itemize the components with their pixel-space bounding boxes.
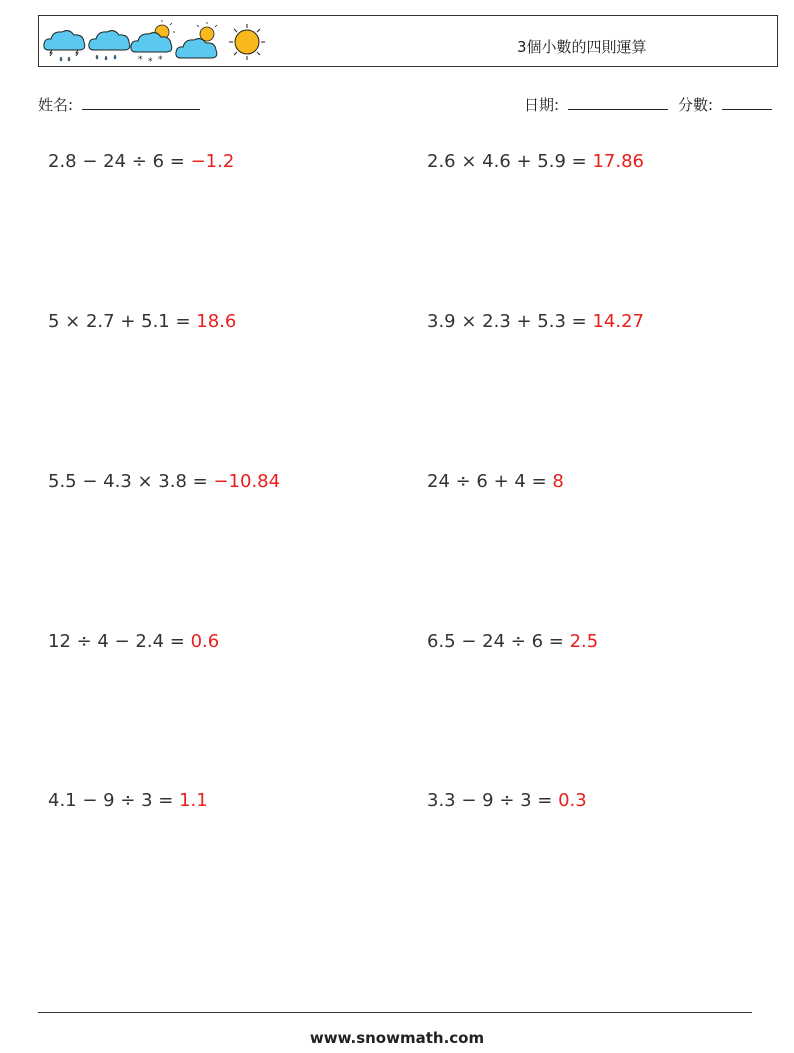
name-label: 姓名: [38,96,74,114]
problem-answer: 0.6 [190,631,220,652]
problem-expression: 5 × 2.7 + 5.1 = [48,311,197,332]
problem-7 [48,631,219,652]
problem-1 [48,151,234,172]
date-field [524,94,668,115]
rain-icon [89,31,130,60]
date-label: 日期: [524,96,560,114]
problem-expression: 5.5 − 4.3 × 3.8 = [48,471,214,492]
sun-icon [229,24,265,60]
snow-sun-icon [131,20,175,64]
svg-text:*: * [138,55,143,64]
problem-answer: 2.5 [569,631,599,652]
problem-9 [48,790,208,811]
problem-10 [427,790,587,811]
problem-expression: 2.8 − 24 ÷ 6 = [48,151,191,172]
problem-answer: 18.6 [196,311,237,332]
footer-site[interactable]: www.snowmath.com [309,1029,485,1047]
problem-expression: 3.3 − 9 ÷ 3 = [427,790,559,811]
problem-answer: 14.27 [592,311,644,332]
problem-expression: 4.1 − 9 ÷ 3 = [48,790,180,811]
problem-expression: 6.5 − 24 ÷ 6 = [427,631,570,652]
problem-answer: 1.1 [179,790,208,811]
footer-divider [38,1012,752,1013]
weather-icons [41,20,271,64]
problem-answer: 17.86 [592,151,644,172]
worksheet-title: 3個小數的四則運算 [517,38,647,56]
problem-expression: 24 ÷ 6 + 4 = [427,471,553,492]
problem-answer: 0.3 [558,790,587,811]
svg-text:*: * [158,55,163,64]
thunderstorm-icon [44,31,85,61]
score-input-line[interactable] [722,95,772,110]
date-input-line[interactable] [568,95,668,110]
problem-6 [427,471,564,492]
problem-expression: 12 ÷ 4 − 2.4 = [48,631,191,652]
problem-answer: −10.84 [213,471,281,492]
header-box [38,15,778,67]
score-label: 分數: [678,96,714,114]
problem-expression: 3.9 × 2.3 + 5.3 = [427,311,593,332]
problem-4 [427,311,644,332]
problem-answer: −1.2 [190,151,235,172]
partly-cloudy-icon [176,22,217,58]
problem-5 [48,471,280,492]
name-field [38,94,200,115]
problem-answer: 8 [552,471,564,492]
problem-3 [48,311,236,332]
score-field [678,94,772,115]
svg-text:*: * [148,57,153,64]
problem-8 [427,631,598,652]
problem-2 [427,151,644,172]
name-input-line[interactable] [82,95,200,110]
problem-expression: 2.6 × 4.6 + 5.9 = [427,151,593,172]
